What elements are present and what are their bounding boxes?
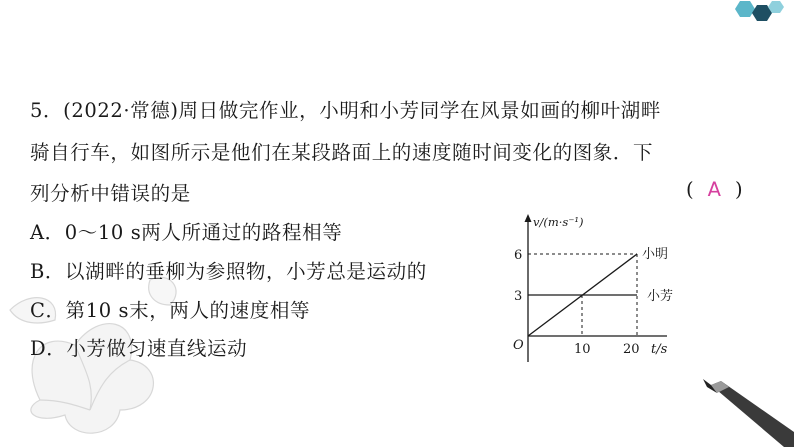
y-axis-arrow [525,214,532,222]
x-tick-20: 20 [623,342,640,357]
x-axis-label: t/s [651,342,668,357]
option-b: B．以湖畔的垂柳为参照物，小芳总是运动的 [30,260,427,283]
x-tick-10: 10 [574,342,591,357]
option-c: C．第10 s末，两人的速度相等 [30,299,311,322]
label-xiaoming: 小明 [642,247,669,262]
origin-label: O [513,338,524,353]
question-line-2: 骑自行车，如图所示是他们在某段路面上的速度随时间变化的图象．下 [30,141,654,164]
y-tick-3: 3 [514,289,523,304]
y-tick-6: 6 [514,248,523,263]
answer-paren-open: ( [686,178,694,201]
pen-decoration-icon [699,377,794,447]
option-a: A．0～10 s两人所通过的路程相等 [30,221,343,244]
velocity-time-graph [505,212,695,372]
answer-letter: A [707,178,721,201]
option-d: D．小芳做匀速直线运动 [30,337,248,360]
label-xiaofang: 小芳 [647,289,674,304]
question-line-3: 列分析中错误的是 [30,182,191,205]
y-axis-label: v/(m·s⁻¹) [533,215,584,229]
hexagon-logo-icon [726,0,786,26]
answer-bracket [686,178,743,201]
answer-paren-close: ) [734,178,743,201]
question-line-1: 5．(2022·常德)周日做完作业，小明和小芳同学在风景如画的柳叶湖畔 [30,99,661,122]
